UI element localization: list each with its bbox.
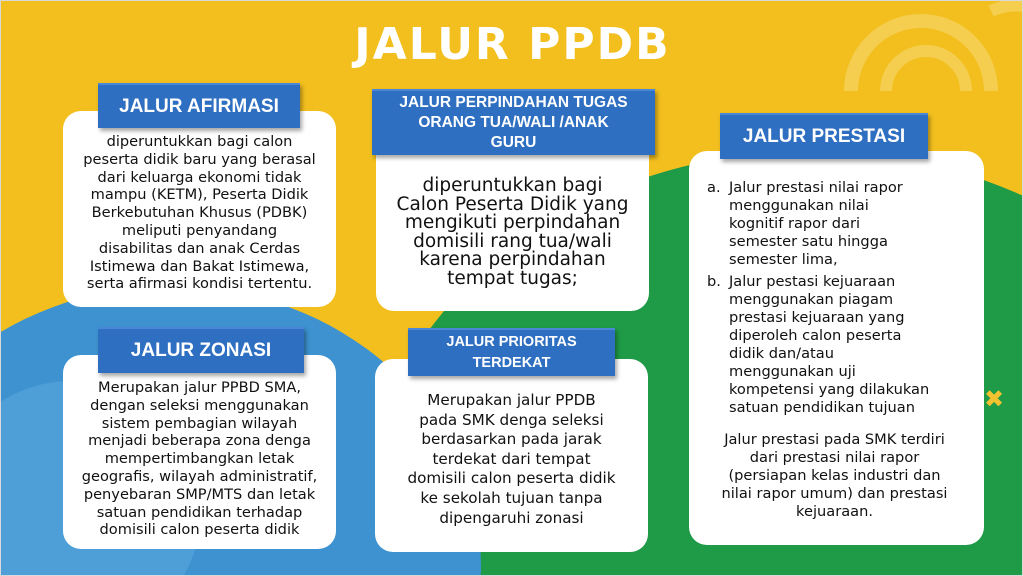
list-marker: b. xyxy=(707,273,721,290)
close-mark-icon: ✖ xyxy=(984,385,1005,413)
prioritas-description: Merupakan jalur PPDB pada SMK denga seleksi berdasarkan pada jarak terdekat dari tempat domisili calon peserta didik ke sekolah tujuan tanpa dipengaruhi zonasi xyxy=(407,391,616,527)
prestasi-card xyxy=(689,151,984,545)
zonasi-description: Merupakan jalur PPBD SMA, dengan seleksi menggunakan sistem pembagian wilayah menjadi beberapa zona denga mempertimbangkan letak geografis, wilayah administratif, penyebaran SMP/MTS dan letak satuan pendidikan terhadap domisili calon peserta didik xyxy=(81,379,318,539)
perpindahan-heading: JALUR PERPINDAHAN TUGAS ORANG TUA/WALI /ANAK GURU xyxy=(372,89,655,155)
page-title: JALUR PPDB xyxy=(354,19,671,70)
list-marker: a. xyxy=(707,179,721,196)
prestasi-heading: JALUR PRESTASI xyxy=(720,113,928,159)
list-item: a. Jalur prestasi nilai rapor menggunakan nilai kognitif rapor dari semester satu hingga semester lima, xyxy=(707,179,903,268)
afirmasi-heading: JALUR AFIRMASI xyxy=(98,83,300,128)
list-item: b. Jalur pestasi kejuaraan menggunakan piagam prestasi kejuaraan yang diperoleh calon peserta didik dan/atau menggunakan uji kompetensi yang dilakukan satuan pendidikan tujuan xyxy=(707,273,930,416)
afirmasi-description: diperuntukkan bagi calon peserta didik baru yang berasal dari keluarga ekonomi tidak mampu (KETM), Peserta Didik Berkebutuhan Khusus (PDBK) meliputi penyandang disabilitas dan anak Cerdas Istimewa dan Bakat Istimewa, serta afirmasi kondisi tertentu. xyxy=(83,133,316,293)
prioritas-heading: JALUR PRIORITAS TERDEKAT xyxy=(408,328,615,376)
afirmasi-card xyxy=(63,111,336,307)
zonasi-heading: JALUR ZONASI xyxy=(98,327,304,373)
prestasi-list xyxy=(703,179,966,417)
zonasi-card xyxy=(63,355,336,549)
perpindahan-card xyxy=(376,137,649,311)
prioritas-card xyxy=(375,359,648,552)
prestasi-note: Jalur prestasi pada SMK terdiri dari prestasi nilai rapor (persiapan kelas industri dan nilai rapor umum) dan prestasi kejuaraan. xyxy=(721,431,948,520)
perpindahan-description: diperuntukkan bagi Calon Peserta Didik yang mengikuti perpindahan domisili rang tua/wali karena perpindahan tempat tugas; xyxy=(396,175,629,289)
